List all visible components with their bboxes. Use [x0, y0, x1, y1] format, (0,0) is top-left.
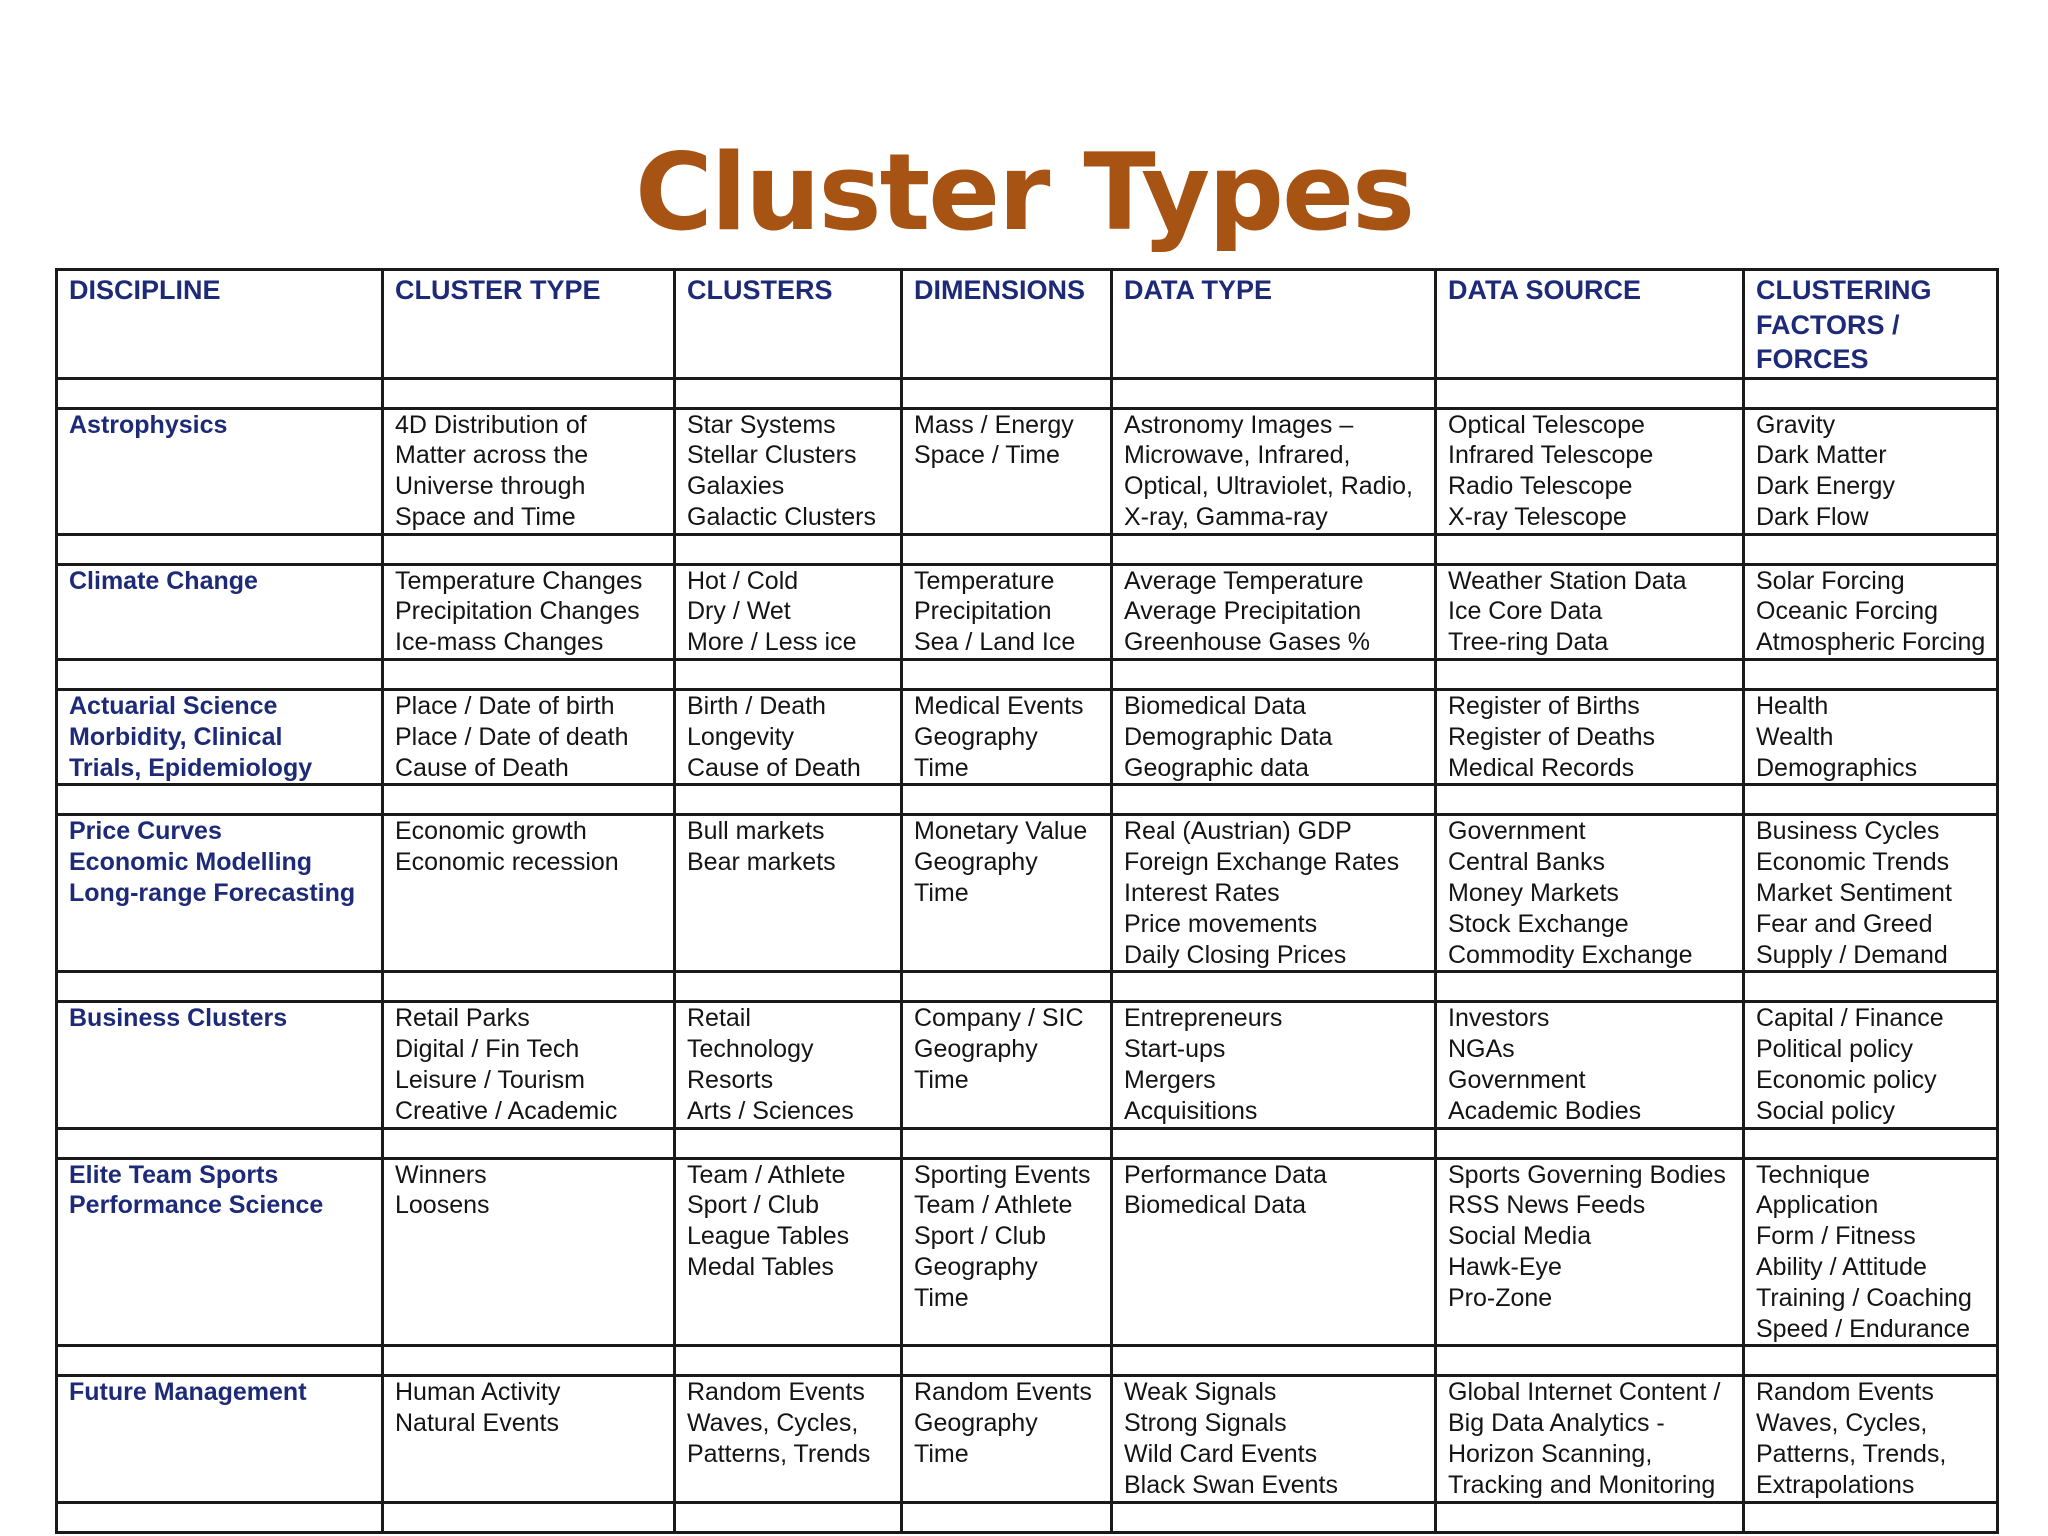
spacer-cell	[57, 660, 383, 690]
cell-dimensions	[902, 1002, 1112, 1128]
cell-line: Demographics	[1756, 753, 1918, 782]
spacer-cell	[1744, 1128, 1998, 1158]
cell-line: Global Internet Content /	[1448, 1378, 1721, 1407]
spacer-cell	[902, 1128, 1112, 1158]
spacer-cell	[675, 660, 902, 690]
cell-line: Birth / Death	[687, 692, 826, 721]
cluster-types-table	[55, 268, 1999, 1534]
cell-line: Foreign Exchange Rates	[1124, 848, 1400, 877]
cell-clusters	[675, 564, 902, 659]
cell-line: Creative / Academic	[395, 1096, 618, 1125]
cell-line: Biomedical Data	[1124, 1191, 1307, 1220]
cell-cluster-type	[383, 1376, 675, 1502]
column-header-dimensions: DIMENSIONS	[902, 270, 1112, 379]
spacer-cell	[1112, 378, 1436, 408]
spacer-cell	[57, 1502, 383, 1532]
spacer-row	[57, 660, 1998, 690]
spacer-cell	[902, 1502, 1112, 1532]
cell-discipline	[57, 408, 383, 534]
cell-cluster-type	[383, 815, 675, 972]
spacer-cell	[1744, 660, 1998, 690]
cell-line: Optical, Ultraviolet, Radio,	[1124, 472, 1414, 501]
cell-line: Precipitation Changes	[395, 597, 640, 626]
cell-line: Team / Athlete	[687, 1160, 846, 1189]
cell-data-source	[1436, 815, 1744, 972]
cell-clusters	[675, 1376, 902, 1502]
cell-line: Sports Governing Bodies	[1448, 1160, 1726, 1189]
cell-line: Performance Science	[69, 1191, 324, 1220]
cell-line: Political policy	[1756, 1035, 1914, 1064]
cell-line: Geography	[914, 1253, 1038, 1282]
cell-line: Supply / Demand	[1756, 940, 1948, 969]
cell-line: Government	[1448, 817, 1586, 846]
spacer-cell	[902, 972, 1112, 1002]
cell-data-type	[1112, 1158, 1436, 1346]
spacer-row	[57, 785, 1998, 815]
spacer-cell	[383, 785, 675, 815]
cell-line: Price movements	[1124, 909, 1318, 938]
spacer-cell	[383, 1502, 675, 1532]
cell-line: Greenhouse Gases %	[1124, 628, 1370, 657]
spacer-cell	[1436, 972, 1744, 1002]
cell-line: Mergers	[1124, 1066, 1216, 1095]
cell-line: Actuarial Science	[69, 692, 278, 721]
cell-line: Medal Tables	[687, 1253, 834, 1282]
cell-line: Cause of Death	[395, 753, 569, 782]
table-row	[57, 690, 1998, 785]
spacer-cell	[1744, 534, 1998, 564]
cell-line: Performance Data	[1124, 1160, 1327, 1189]
cell-line: Sea / Land Ice	[914, 628, 1076, 657]
column-header-clusters: CLUSTERS	[675, 270, 902, 379]
cell-cluster-type	[383, 408, 675, 534]
cell-line: Stock Exchange	[1448, 909, 1629, 938]
table-row	[57, 408, 1998, 534]
spacer-cell	[675, 378, 902, 408]
cell-line: X-ray Telescope	[1448, 502, 1627, 531]
cell-line: Wild Card Events	[1124, 1440, 1318, 1469]
spacer-row	[57, 1128, 1998, 1158]
cell-data-type	[1112, 564, 1436, 659]
cell-factors	[1744, 690, 1998, 785]
cell-line: Average Temperature	[1124, 566, 1364, 595]
cell-line: Central Banks	[1448, 848, 1606, 877]
table-row	[57, 815, 1998, 972]
cell-line: Hot / Cold	[687, 566, 799, 595]
cell-line: Tree-ring Data	[1448, 628, 1609, 657]
cell-line: Economic growth	[395, 817, 587, 846]
cell-line: Real (Austrian) GDP	[1124, 817, 1352, 846]
cell-line: Weak Signals	[1124, 1378, 1277, 1407]
cell-dimensions	[902, 408, 1112, 534]
spacer-cell	[1112, 1502, 1436, 1532]
cell-line: Biomedical Data	[1124, 692, 1307, 721]
cell-line: Big Data Analytics -	[1448, 1409, 1665, 1438]
cell-line: Tracking and Monitoring	[1448, 1470, 1716, 1499]
cell-line: Leisure / Tourism	[395, 1066, 585, 1095]
table-header-row	[57, 270, 1998, 379]
spacer-cell	[675, 972, 902, 1002]
cell-line: Social policy	[1756, 1096, 1895, 1125]
spacer-cell	[1744, 378, 1998, 408]
cell-line: Sport / Club	[914, 1222, 1047, 1251]
cell-line: Elite Team Sports	[69, 1160, 279, 1189]
cell-line: Time	[914, 753, 969, 782]
cell-line: Climate Change	[69, 566, 258, 595]
cell-line: Economic policy	[1756, 1066, 1937, 1095]
spacer-cell	[57, 785, 383, 815]
cell-line: Application	[1756, 1191, 1879, 1220]
column-header-clustering-factors: CLUSTERING FACTORS / FORCES	[1744, 270, 1998, 379]
cell-line: Cause of Death	[687, 753, 861, 782]
cell-line: Ice Core Data	[1448, 597, 1603, 626]
spacer-row	[57, 1346, 1998, 1376]
cell-line: Fear and Greed	[1756, 909, 1933, 938]
cell-line: Strong Signals	[1124, 1409, 1287, 1438]
cell-discipline	[57, 690, 383, 785]
cell-line: Space and Time	[395, 502, 576, 531]
cell-discipline	[57, 1376, 383, 1502]
cell-line: X-ray, Gamma-ray	[1124, 502, 1328, 531]
cell-line: Ability / Attitude	[1756, 1253, 1927, 1282]
cell-line: Bear markets	[687, 848, 836, 877]
cell-line: Daily Closing Prices	[1124, 940, 1347, 969]
spacer-cell	[1744, 1502, 1998, 1532]
spacer-cell	[383, 534, 675, 564]
cell-line: Average Precipitation	[1124, 597, 1362, 626]
cell-line: Infrared Telescope	[1448, 441, 1654, 470]
cell-line: Temperature Changes	[395, 566, 643, 595]
cell-factors	[1744, 1158, 1998, 1346]
spacer-cell	[902, 1346, 1112, 1376]
cell-line: Resorts	[687, 1066, 774, 1095]
cell-data-source	[1436, 564, 1744, 659]
cell-factors	[1744, 408, 1998, 534]
cell-line: Technique	[1756, 1160, 1870, 1189]
cell-line: Investors	[1448, 1004, 1550, 1033]
cell-line: Capital / Finance	[1756, 1004, 1944, 1033]
cell-line: Money Markets	[1448, 879, 1619, 908]
cell-line: Digital / Fin Tech	[395, 1035, 580, 1064]
cell-discipline	[57, 1002, 383, 1128]
spacer-row	[57, 972, 1998, 1002]
spacer-cell	[57, 534, 383, 564]
cell-line: Human Activity	[395, 1378, 561, 1407]
table-row	[57, 1376, 1998, 1502]
cell-line: Business Cycles	[1756, 817, 1940, 846]
cell-line: Medical Events	[914, 692, 1084, 721]
cell-line: Matter across the	[395, 441, 589, 470]
cell-line: Retail	[687, 1004, 751, 1033]
cell-line: Economic Trends	[1756, 848, 1950, 877]
spacer-cell	[1112, 534, 1436, 564]
spacer-cell	[383, 660, 675, 690]
cell-line: Geographic data	[1124, 753, 1309, 782]
cell-line: Pro-Zone	[1448, 1283, 1553, 1312]
cell-line: Universe through	[395, 472, 586, 501]
spacer-cell	[1112, 785, 1436, 815]
cell-line: Ice-mass Changes	[395, 628, 604, 657]
cell-clusters	[675, 815, 902, 972]
cell-line: Trials, Epidemiology	[69, 753, 313, 782]
cell-data-source	[1436, 690, 1744, 785]
spacer-cell	[383, 972, 675, 1002]
cell-line: Future Management	[69, 1378, 307, 1407]
cell-data-type	[1112, 690, 1436, 785]
cell-line: Demographic Data	[1124, 722, 1333, 751]
spacer-row	[57, 378, 1998, 408]
cell-line: Dark Flow	[1756, 502, 1869, 531]
cell-line: Random Events	[1756, 1378, 1934, 1407]
spacer-cell	[1744, 785, 1998, 815]
cell-line: Health	[1756, 692, 1829, 721]
cell-line: League Tables	[687, 1222, 850, 1251]
cell-line: Extrapolations	[1756, 1470, 1915, 1499]
cell-line: Natural Events	[395, 1409, 559, 1438]
spacer-cell	[675, 534, 902, 564]
cell-line: 4D Distribution of	[395, 410, 587, 439]
cell-line: Black Swan Events	[1124, 1470, 1338, 1499]
spacer-cell	[1112, 1346, 1436, 1376]
cell-data-type	[1112, 1376, 1436, 1502]
cell-line: Gravity	[1756, 410, 1836, 439]
cell-data-type	[1112, 815, 1436, 972]
spacer-cell	[675, 785, 902, 815]
cell-line: Form / Fitness	[1756, 1222, 1916, 1251]
cell-line: More / Less ice	[687, 628, 857, 657]
cell-line: NGAs	[1448, 1035, 1515, 1064]
cell-data-source	[1436, 1002, 1744, 1128]
cell-line: Time	[914, 1283, 969, 1312]
column-header-discipline: DISCIPLINE	[57, 270, 383, 379]
cell-line: Optical Telescope	[1448, 410, 1645, 439]
cell-cluster-type	[383, 690, 675, 785]
cell-line: Astronomy Images –	[1124, 410, 1354, 439]
cell-line: Stellar Clusters	[687, 441, 857, 470]
cell-line: RSS News Feeds	[1448, 1191, 1646, 1220]
cell-line: Atmospheric Forcing	[1756, 628, 1986, 657]
cell-line: Bull markets	[687, 817, 825, 846]
spacer-cell	[1436, 378, 1744, 408]
cell-line: Microwave, Infrared,	[1124, 441, 1351, 470]
cell-data-type	[1112, 1002, 1436, 1128]
spacer-cell	[57, 1346, 383, 1376]
cell-line: Waves, Cycles,	[1756, 1409, 1928, 1438]
cell-line: Morbidity, Clinical	[69, 722, 283, 751]
cell-line: Space / Time	[914, 441, 1060, 470]
cell-line: Sport / Club	[687, 1191, 820, 1220]
cell-line: Economic Modelling	[69, 848, 313, 877]
cell-line: Team / Athlete	[914, 1191, 1073, 1220]
spacer-cell	[1436, 534, 1744, 564]
cell-line: Galactic Clusters	[687, 502, 876, 531]
cell-data-source	[1436, 1376, 1744, 1502]
cell-line: Academic Bodies	[1448, 1096, 1642, 1125]
cell-line: Speed / Endurance	[1756, 1314, 1971, 1343]
table-body	[57, 378, 1998, 1532]
cell-line: Star Systems	[687, 410, 836, 439]
spacer-cell	[902, 378, 1112, 408]
cell-line: Company / SIC	[914, 1004, 1084, 1033]
cell-factors	[1744, 1002, 1998, 1128]
cell-clusters	[675, 408, 902, 534]
cell-line: Price Curves	[69, 817, 222, 846]
cell-line: Horizon Scanning,	[1448, 1440, 1653, 1469]
cell-line: Long-range Forecasting	[69, 879, 356, 908]
cell-data-source	[1436, 1158, 1744, 1346]
cell-line: Random Events	[687, 1378, 865, 1407]
spacer-cell	[1744, 972, 1998, 1002]
cell-line: Dry / Wet	[687, 597, 791, 626]
spacer-cell	[1112, 660, 1436, 690]
spacer-cell	[1112, 1128, 1436, 1158]
cell-line: Winners	[395, 1160, 487, 1189]
cell-line: Market Sentiment	[1756, 879, 1952, 908]
cell-line: Geography	[914, 848, 1038, 877]
cell-line: Place / Date of death	[395, 722, 629, 751]
spacer-cell	[675, 1346, 902, 1376]
cell-line: Longevity	[687, 722, 795, 751]
spacer-cell	[383, 1346, 675, 1376]
cell-line: Economic recession	[395, 848, 619, 877]
spacer-cell	[57, 1128, 383, 1158]
spacer-cell	[675, 1128, 902, 1158]
cell-line: Dark Energy	[1756, 472, 1895, 501]
cell-line: Wealth	[1756, 722, 1834, 751]
column-header-data-type: DATA TYPE	[1112, 270, 1436, 379]
spacer-cell	[383, 378, 675, 408]
spacer-cell	[57, 378, 383, 408]
cell-line: Retail Parks	[395, 1004, 530, 1033]
cell-factors	[1744, 564, 1998, 659]
cell-dimensions	[902, 690, 1112, 785]
spacer-cell	[1436, 1346, 1744, 1376]
cell-line: Monetary Value	[914, 817, 1088, 846]
cell-line: Geography	[914, 1409, 1038, 1438]
cell-line: Patterns, Trends	[687, 1440, 871, 1469]
cell-line: Geography	[914, 722, 1038, 751]
spacer-cell	[675, 1502, 902, 1532]
cell-line: Sporting Events	[914, 1160, 1091, 1189]
spacer-cell	[1744, 1346, 1998, 1376]
cell-line: Interest Rates	[1124, 879, 1280, 908]
table-row	[57, 1002, 1998, 1128]
spacer-cell	[902, 660, 1112, 690]
cell-line: Government	[1448, 1066, 1586, 1095]
table-row	[57, 1158, 1998, 1346]
column-header-data-source: DATA SOURCE	[1436, 270, 1744, 379]
spacer-cell	[1436, 1502, 1744, 1532]
cell-line: Galaxies	[687, 472, 785, 501]
cell-line: Waves, Cycles,	[687, 1409, 859, 1438]
cell-line: Patterns, Trends,	[1756, 1440, 1947, 1469]
cell-dimensions	[902, 815, 1112, 972]
cell-line: Acquisitions	[1124, 1096, 1258, 1125]
table-row	[57, 564, 1998, 659]
spacer-cell	[1436, 660, 1744, 690]
cell-line: Training / Coaching	[1756, 1283, 1972, 1312]
cell-cluster-type	[383, 1158, 675, 1346]
spacer-cell	[1112, 972, 1436, 1002]
spacer-row	[57, 1502, 1998, 1532]
cell-dimensions	[902, 1158, 1112, 1346]
cell-line: Astrophysics	[69, 410, 228, 439]
cell-line: Place / Date of birth	[395, 692, 615, 721]
cell-line: Medical Records	[1448, 753, 1635, 782]
page-title: Cluster Types	[634, 131, 1414, 254]
cell-line: Weather Station Data	[1448, 566, 1687, 595]
cell-cluster-type	[383, 564, 675, 659]
cell-factors	[1744, 815, 1998, 972]
cell-clusters	[675, 1158, 902, 1346]
cell-line: Arts / Sciences	[687, 1096, 854, 1125]
cell-discipline	[57, 1158, 383, 1346]
cell-line: Time	[914, 1066, 969, 1095]
cell-line: Geography	[914, 1035, 1038, 1064]
cell-data-type	[1112, 408, 1436, 534]
cell-line: Business Clusters	[69, 1004, 288, 1033]
cell-line: Social Media	[1448, 1222, 1592, 1251]
cell-line: Technology	[687, 1035, 814, 1064]
cell-line: Loosens	[395, 1191, 490, 1220]
cell-line: Register of Births	[1448, 692, 1640, 721]
cell-discipline	[57, 815, 383, 972]
cell-line: Start-ups	[1124, 1035, 1226, 1064]
spacer-cell	[1436, 1128, 1744, 1158]
cell-dimensions	[902, 1376, 1112, 1502]
cell-line: Entrepreneurs	[1124, 1004, 1283, 1033]
cell-line: Time	[914, 879, 969, 908]
cell-line: Temperature	[914, 566, 1055, 595]
cell-line: Mass / Energy	[914, 410, 1074, 439]
spacer-cell	[1436, 785, 1744, 815]
cell-factors	[1744, 1376, 1998, 1502]
cell-clusters	[675, 690, 902, 785]
column-header-cluster-type: CLUSTER TYPE	[383, 270, 675, 379]
spacer-cell	[383, 1128, 675, 1158]
cell-dimensions	[902, 564, 1112, 659]
cell-line: Dark Matter	[1756, 441, 1887, 470]
cell-line: Radio Telescope	[1448, 472, 1633, 501]
cell-cluster-type	[383, 1002, 675, 1128]
cell-line: Oceanic Forcing	[1756, 597, 1939, 626]
cell-line: Register of Deaths	[1448, 722, 1656, 751]
cell-line: Commodity Exchange	[1448, 940, 1693, 969]
cell-line: Time	[914, 1440, 969, 1469]
cell-discipline	[57, 564, 383, 659]
spacer-cell	[902, 534, 1112, 564]
cell-line: Hawk-Eye	[1448, 1253, 1562, 1282]
cell-line: Precipitation	[914, 597, 1052, 626]
spacer-cell	[57, 972, 383, 1002]
spacer-row	[57, 534, 1998, 564]
spacer-cell	[902, 785, 1112, 815]
cell-line: Solar Forcing	[1756, 566, 1905, 595]
cell-clusters	[675, 1002, 902, 1128]
cell-line: Random Events	[914, 1378, 1092, 1407]
cell-data-source	[1436, 408, 1744, 534]
